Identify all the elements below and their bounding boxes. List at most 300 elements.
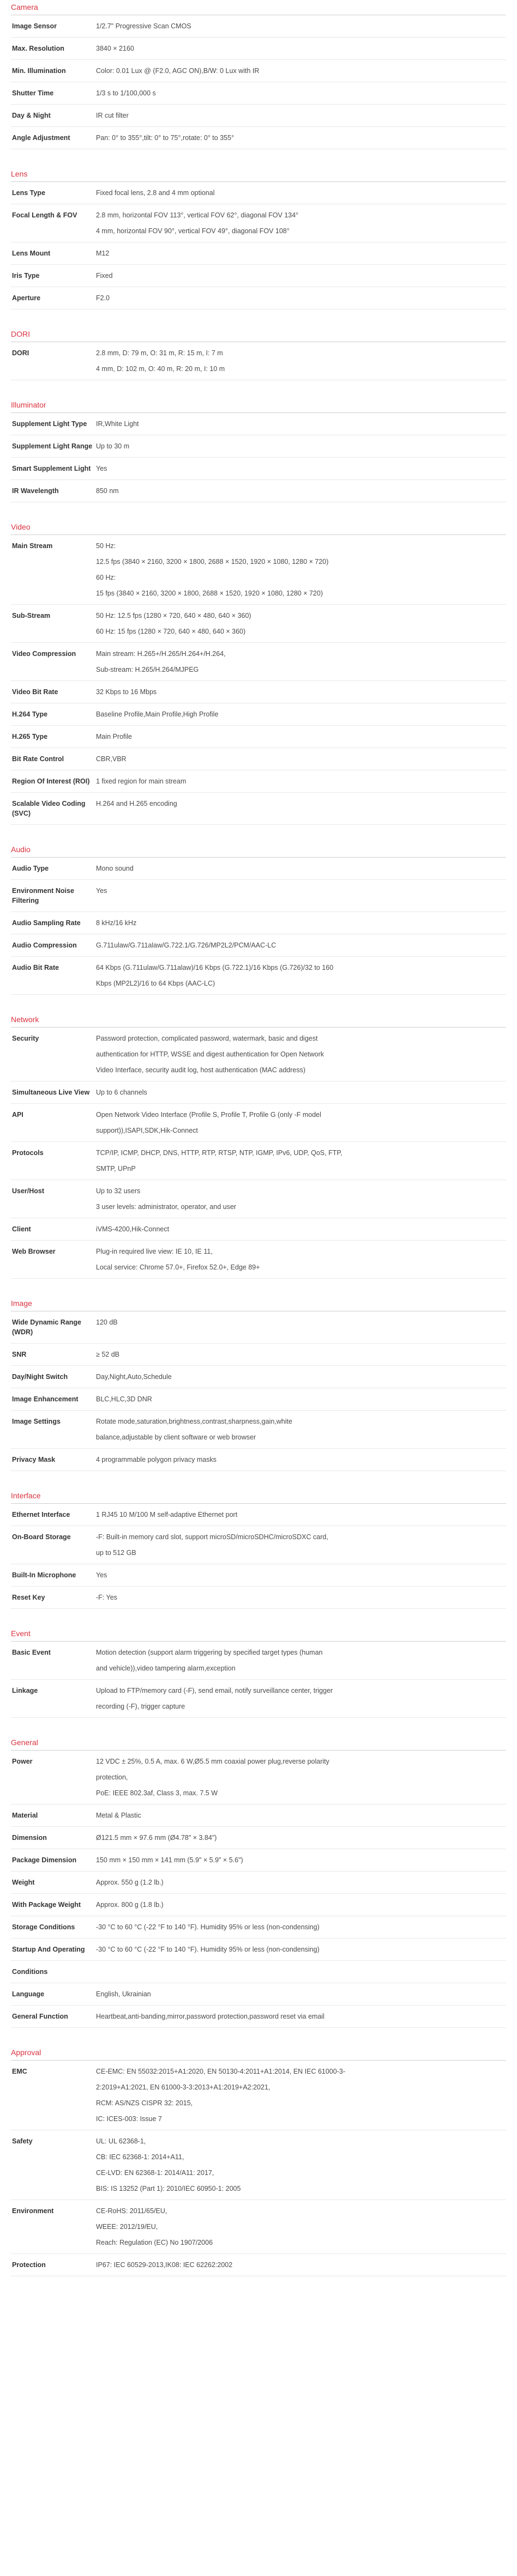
spec-value: Fixed focal lens, 2.8 and 4 mm optional xyxy=(96,189,215,197)
spec-value: 3 user levels: administrator, operator, and user xyxy=(96,1203,237,1211)
spec-label: Smart Supplement Light xyxy=(12,465,91,472)
spec-values xyxy=(96,611,506,636)
section-title: Approval xyxy=(11,2048,41,2057)
spec-label: Iris Type xyxy=(12,272,40,280)
spec-value: Motion detection (support alarm triggering by specified target types (human xyxy=(96,1649,323,1656)
spec-values xyxy=(96,88,506,98)
spec-value: Yes xyxy=(96,465,107,472)
spec-label: Scalable Video Coding (SVC) xyxy=(12,800,86,817)
spec-value: IC: ICES-003: Issue 7 xyxy=(96,2115,162,2123)
spec-row-reset-key xyxy=(11,1587,506,1609)
spec-label: With Package Weight xyxy=(12,1901,81,1909)
section-camera xyxy=(11,1,506,149)
spec-value: RCM: AS/NZS CISPR 32: 2015, xyxy=(96,2099,193,2107)
spec-values xyxy=(96,2136,506,2194)
spec-values xyxy=(96,1372,506,1382)
spec-values xyxy=(96,1967,506,1977)
spec-value: Sub-stream: H.265/H.264/MJPEG xyxy=(96,666,199,673)
spec-label: Privacy Mask xyxy=(12,1456,56,1463)
spec-values xyxy=(96,940,506,950)
spec-row-h-265-type xyxy=(11,726,506,748)
spec-label: Max. Resolution xyxy=(12,45,64,52)
spec-value: 1 RJ45 10 M/100 M self-adaptive Ethernet port xyxy=(96,1511,238,1518)
section-title: General xyxy=(11,1738,38,1747)
spec-values xyxy=(96,1648,506,1673)
section-title: Interface xyxy=(11,1491,41,1500)
spec-value: CB: IEC 62368-1: 2014+A11, xyxy=(96,2153,184,2161)
spec-value: CE-RoHS: 2011/65/EU, xyxy=(96,2207,167,2215)
spec-values xyxy=(96,1922,506,1932)
section-title: Image xyxy=(11,1299,32,1308)
spec-label: Video Bit Rate xyxy=(12,688,58,696)
spec-row-iris-type xyxy=(11,265,506,287)
spec-label: Region Of Interest (ROI) xyxy=(12,777,90,785)
spec-value: Password protection, complicated password, watermark, basic and digest xyxy=(96,1035,318,1042)
spec-values xyxy=(96,1224,506,1234)
spec-row-weight xyxy=(11,1872,506,1894)
spec-value: Metal & Plastic xyxy=(96,1812,141,1819)
spec-value: 12 VDC ± 25%, 0.5 A, max. 6 W,Ø5.5 mm coaxial power plug,reverse polarity xyxy=(96,1758,329,1765)
spec-row-web-browser xyxy=(11,1241,506,1279)
spec-value: CE-EMC: EN 55032:2015+A1:2020, EN 50130-4:2011+A1:2014, EN IEC 61000-3- xyxy=(96,2068,346,2075)
spec-label: Bit Rate Control xyxy=(12,755,64,763)
spec-row-supplement-light-range xyxy=(11,435,506,458)
spec-value: 64 Kbps (G.711ulaw/G.711alaw)/16 Kbps (G.722.1)/16 Kbps (G.726)/32 to 160 xyxy=(96,964,334,971)
spec-label: Supplement Light Range xyxy=(12,442,93,450)
spec-values xyxy=(96,464,506,473)
spec-row-dimension xyxy=(11,1827,506,1849)
spec-row-image-settings xyxy=(11,1411,506,1449)
spec-values xyxy=(96,1148,506,1174)
spec-row-power xyxy=(11,1751,506,1805)
spec-value xyxy=(96,1967,408,1977)
spec-value: 50 Hz: xyxy=(96,542,116,550)
spec-row-linkage xyxy=(11,1680,506,1718)
spec-values xyxy=(96,188,506,198)
spec-label: Material xyxy=(12,1812,38,1819)
spec-values xyxy=(96,1417,506,1442)
spec-values xyxy=(96,1317,506,1337)
spec-value: 150 mm × 150 mm × 141 mm (5.9" × 5.9" × 5.6") xyxy=(96,1856,243,1864)
spec-row-day-night xyxy=(11,105,506,127)
spec-row-privacy-mask xyxy=(11,1449,506,1471)
spec-label: IR Wavelength xyxy=(12,487,59,495)
spec-row-emc xyxy=(11,2061,506,2130)
section-audio xyxy=(11,843,506,995)
spec-row-supplement-light-type xyxy=(11,413,506,435)
spec-label: SNR xyxy=(12,1351,27,1358)
spec-row-storage-conditions xyxy=(11,1916,506,1939)
spec-label: Angle Adjustment xyxy=(12,134,70,142)
spec-label: Startup And Operating xyxy=(12,1946,85,1953)
spec-value: 2.8 mm, D: 79 m, O: 31 m, R: 15 m, I: 7 m xyxy=(96,349,223,357)
spec-row-general-function xyxy=(11,2006,506,2028)
spec-values xyxy=(96,1686,506,1711)
spec-row-language xyxy=(11,1983,506,2006)
spec-row-audio-sampling-rate xyxy=(11,912,506,934)
spec-values xyxy=(96,1989,506,1999)
spec-row-region-of-interest-roi xyxy=(11,770,506,793)
spec-label: Day/Night Switch xyxy=(12,1373,68,1381)
spec-row-built-in-microphone xyxy=(11,1564,506,1587)
spec-row-lens-mount xyxy=(11,242,506,265)
spec-values xyxy=(96,799,506,818)
spec-values xyxy=(96,419,506,429)
spec-row-client xyxy=(11,1218,506,1241)
spec-values xyxy=(96,1833,506,1843)
spec-value: iVMS-4200,Hik-Connect xyxy=(96,1225,170,1233)
spec-label: EMC xyxy=(12,2068,27,2075)
spec-value: 60 Hz: 15 fps (1280 × 720, 640 × 480, 640 × 360) xyxy=(96,628,246,635)
section-event xyxy=(11,1627,506,1718)
spec-label: H.264 Type xyxy=(12,710,48,718)
spec-label: DORI xyxy=(12,349,29,357)
spec-values xyxy=(96,2012,506,2021)
spec-label: Built-In Microphone xyxy=(12,1571,76,1579)
spec-label: Image Enhancement xyxy=(12,1395,79,1403)
spec-sheet xyxy=(0,1,517,2276)
spec-values xyxy=(96,1247,506,1272)
spec-value: SMTP, UPnP xyxy=(96,1165,136,1172)
spec-row-audio-bit-rate xyxy=(11,957,506,995)
spec-values xyxy=(96,111,506,120)
spec-values xyxy=(96,864,506,873)
spec-value: Main Profile xyxy=(96,733,132,740)
spec-label: Min. Illumination xyxy=(12,67,66,75)
spec-value: Pan: 0° to 355°,tilt: 0° to 75°,rotate: 0° to 355° xyxy=(96,134,235,142)
spec-label: H.265 Type xyxy=(12,733,48,740)
spec-value: Yes xyxy=(96,1571,107,1579)
spec-row-smart-supplement-light xyxy=(11,458,506,480)
spec-label: Linkage xyxy=(12,1687,38,1694)
spec-values xyxy=(96,248,506,258)
spec-label: Image Settings xyxy=(12,1418,61,1425)
spec-value: F2.0 xyxy=(96,294,110,302)
spec-row-wide-dynamic-range-wdr xyxy=(11,1311,506,1344)
section-interface xyxy=(11,1490,506,1609)
spec-values xyxy=(96,1855,506,1865)
spec-value: -F: Yes xyxy=(96,1594,117,1601)
spec-value: 12.5 fps (3840 × 2160, 3200 × 1800, 2688 × 1520, 1920 × 1080, 1280 × 720) xyxy=(96,558,329,566)
spec-value: and vehicle)),video tampering alarm,exception xyxy=(96,1664,236,1672)
spec-label: Lens Type xyxy=(12,189,45,197)
spec-row-video-bit-rate xyxy=(11,681,506,703)
spec-values xyxy=(96,1110,506,1135)
spec-value: 1/3 s to 1/100,000 s xyxy=(96,89,156,97)
spec-label: Ethernet Interface xyxy=(12,1511,70,1518)
spec-label: Focal Length & FOV xyxy=(12,211,77,219)
spec-label: Package Dimension xyxy=(12,1856,77,1864)
spec-row-h-264-type xyxy=(11,703,506,726)
spec-row-basic-event xyxy=(11,1642,506,1680)
spec-row-scalable-video-coding-svc xyxy=(11,793,506,825)
spec-row-image-sensor xyxy=(11,15,506,38)
spec-values xyxy=(96,649,506,675)
spec-values xyxy=(96,687,506,697)
spec-row-main-stream xyxy=(11,535,506,605)
spec-value: Approx. 550 g (1.2 lb.) xyxy=(96,1879,164,1886)
spec-value: Color: 0.01 Lux @ (F2.0, AGC ON),B/W: 0 Lux with IR xyxy=(96,67,260,75)
spec-value: Approx. 800 g (1.8 lb.) xyxy=(96,1901,164,1909)
spec-values xyxy=(96,1811,506,1820)
spec-value: support)),ISAPI,SDK,Hik-Connect xyxy=(96,1127,198,1134)
spec-row-video-compression xyxy=(11,643,506,681)
spec-values xyxy=(96,2206,506,2247)
spec-value: Open Network Video Interface (Profile S, Profile T, Profile G (only -F model xyxy=(96,1111,321,1119)
spec-value: BLC,HLC,3D DNR xyxy=(96,1395,152,1403)
spec-row-max-resolution xyxy=(11,38,506,60)
spec-value: protection, xyxy=(96,1773,128,1781)
spec-row-lens-type xyxy=(11,182,506,204)
spec-label: Aperture xyxy=(12,294,41,302)
spec-value: Kbps (MP2L2)/16 to 64 Kbps (AAC-LC) xyxy=(96,980,215,987)
spec-row-audio-compression xyxy=(11,934,506,957)
spec-row-min-illumination xyxy=(11,60,506,82)
spec-label: Video Compression xyxy=(12,650,76,658)
spec-label: Storage Conditions xyxy=(12,1923,75,1931)
spec-value: 60 Hz: xyxy=(96,574,116,581)
spec-label: Security xyxy=(12,1035,39,1042)
spec-row-environment-noise-filtering xyxy=(11,880,506,912)
section-title: Lens xyxy=(11,169,28,178)
section-title: Audio xyxy=(11,845,31,854)
spec-value: 850 nm xyxy=(96,487,119,495)
spec-values xyxy=(96,210,506,236)
spec-row-bit-rate-control xyxy=(11,748,506,770)
section-title: Illuminator xyxy=(11,400,46,409)
spec-label: Power xyxy=(12,1758,33,1765)
spec-values xyxy=(96,1394,506,1404)
spec-row-aperture xyxy=(11,287,506,309)
spec-label: Conditions xyxy=(12,1968,48,1976)
spec-values xyxy=(96,293,506,303)
spec-values xyxy=(96,963,506,988)
spec-label: Audio Type xyxy=(12,865,49,872)
spec-values xyxy=(96,709,506,719)
spec-label: General Function xyxy=(12,2013,68,2020)
spec-label: On-Board Storage xyxy=(12,1533,71,1541)
spec-label: Safety xyxy=(12,2137,33,2145)
spec-label: Audio Compression xyxy=(12,941,77,949)
spec-values xyxy=(96,1945,506,1954)
spec-label: Audio Sampling Rate xyxy=(12,919,81,927)
spec-row-material xyxy=(11,1805,506,1827)
spec-row-with-package-weight xyxy=(11,1894,506,1916)
spec-values xyxy=(96,1087,506,1097)
spec-values xyxy=(96,541,506,598)
spec-value: 4 mm, horizontal FOV 90°, vertical FOV 49°, diagonal FOV 108° xyxy=(96,227,290,235)
spec-label: Simultaneous Live View xyxy=(12,1089,90,1096)
spec-value: CBR,VBR xyxy=(96,755,127,763)
spec-value: 4 mm, D: 102 m, O: 40 m, R: 20 m, I: 10 m xyxy=(96,365,225,373)
spec-label: Language xyxy=(12,1990,45,1998)
spec-value: recording (-F), trigger capture xyxy=(96,1703,185,1710)
spec-label: Supplement Light Type xyxy=(12,420,87,428)
spec-row-image-enhancement xyxy=(11,1388,506,1411)
spec-values xyxy=(96,2067,506,2124)
spec-values xyxy=(96,66,506,76)
spec-value: Local service: Chrome 57.0+, Firefox 52.0+, Edge 89+ xyxy=(96,1263,260,1271)
spec-value: 120 dB xyxy=(96,1319,118,1326)
spec-row-package-dimension xyxy=(11,1849,506,1872)
spec-value: 1/2.7" Progressive Scan CMOS xyxy=(96,22,191,30)
spec-values xyxy=(96,1900,506,1910)
spec-label: Client xyxy=(12,1225,31,1233)
spec-label: Audio Bit Rate xyxy=(12,964,59,971)
spec-values xyxy=(96,1186,506,1212)
spec-values xyxy=(96,1510,506,1520)
spec-value: -30 °C to 60 °C (-22 °F to 140 °F). Humidity 95% or less (non-condensing) xyxy=(96,1923,320,1931)
spec-value: WEEE: 2012/19/EU, xyxy=(96,2223,158,2231)
spec-values xyxy=(96,1034,506,1075)
spec-value: Plug-in required live view: IE 10, IE 11, xyxy=(96,1248,213,1255)
section-general xyxy=(11,1736,506,2028)
spec-row-simultaneous-live-view xyxy=(11,1082,506,1104)
spec-value: IR cut filter xyxy=(96,112,129,119)
spec-value: Up to 30 m xyxy=(96,442,130,450)
spec-label: Reset Key xyxy=(12,1594,45,1601)
section-approval xyxy=(11,2046,506,2276)
spec-value: Day,Night,Auto,Schedule xyxy=(96,1373,172,1381)
spec-label: Main Stream xyxy=(12,542,53,550)
spec-values xyxy=(96,1532,506,1558)
spec-label: Basic Event xyxy=(12,1649,51,1656)
section-title: DORI xyxy=(11,330,30,338)
spec-values xyxy=(96,732,506,742)
spec-values xyxy=(96,271,506,281)
spec-values xyxy=(96,1878,506,1887)
spec-row-environment xyxy=(11,2200,506,2254)
spec-row-safety xyxy=(11,2130,506,2200)
spec-row-on-board-storage xyxy=(11,1526,506,1564)
spec-value: 32 Kbps to 16 Mbps xyxy=(96,688,157,696)
spec-value: up to 512 GB xyxy=(96,1549,136,1557)
spec-value: Ø121.5 mm × 97.6 mm (Ø4.78" × 3.84") xyxy=(96,1834,217,1842)
spec-values xyxy=(96,754,506,764)
spec-values xyxy=(96,441,506,451)
spec-values xyxy=(96,21,506,31)
spec-value: Up to 6 channels xyxy=(96,1089,147,1096)
spec-value: -30 °C to 60 °C (-22 °F to 140 °F). Humidity 95% or less (non-condensing) xyxy=(96,1946,320,1953)
spec-label: Weight xyxy=(12,1879,35,1886)
spec-value: 8 kHz/16 kHz xyxy=(96,919,137,927)
spec-value: Upload to FTP/memory card (-F), send email, notify surveillance center, trigger xyxy=(96,1687,333,1694)
spec-value: BIS: IS 13252 (Part 1): 2010/IEC 60950-1: 2005 xyxy=(96,2185,241,2192)
spec-label: Environment xyxy=(12,2207,54,2215)
spec-value: IP67: IEC 60529-2013,IK08: IEC 62262:2002 xyxy=(96,2261,233,2269)
section-network xyxy=(11,1013,506,1279)
spec-values xyxy=(96,1757,506,1798)
spec-value: TCP/IP, ICMP, DHCP, DNS, HTTP, RTP, RTSP, NTP, IGMP, IPv6, UDP, QoS, FTP, xyxy=(96,1149,342,1157)
spec-values xyxy=(96,348,506,374)
spec-label: Day & Night xyxy=(12,112,51,119)
section-title: Network xyxy=(11,1015,39,1024)
spec-row-protocols xyxy=(11,1142,506,1180)
spec-value: H.264 and H.265 encoding xyxy=(96,800,177,807)
spec-label: Lens Mount xyxy=(12,250,51,257)
spec-label: Sub-Stream xyxy=(12,612,51,619)
section-title: Camera xyxy=(11,3,38,11)
spec-value: English, Ukrainian xyxy=(96,1990,151,1998)
spec-row-day-night-switch xyxy=(11,1366,506,1388)
spec-row-api xyxy=(11,1104,506,1142)
section-dori xyxy=(11,328,506,380)
spec-value: 2:2019+A1:2021, EN 61000-3-3:2013+A1:2019+A2:2021, xyxy=(96,2083,270,2091)
spec-label: User/Host xyxy=(12,1187,45,1195)
spec-label: Wide Dynamic Range (WDR) xyxy=(12,1319,82,1336)
spec-row-startup-and-operating xyxy=(11,1939,506,1961)
spec-row-security xyxy=(11,1028,506,1082)
spec-row-protection xyxy=(11,2254,506,2276)
spec-value: 4 programmable polygon privacy masks xyxy=(96,1456,217,1463)
spec-value: PoE: IEEE 802.3af, Class 3, max. 7.5 W xyxy=(96,1789,218,1797)
spec-value: ≥ 52 dB xyxy=(96,1351,119,1358)
spec-label: Shutter Time xyxy=(12,89,54,97)
spec-value: Up to 32 users xyxy=(96,1187,141,1195)
spec-value: Reach: Regulation (EC) No 1907/2006 xyxy=(96,2239,213,2246)
spec-row-shutter-time xyxy=(11,82,506,105)
section-title: Video xyxy=(11,523,31,531)
spec-value: Heartbeat,anti-banding,mirror,password protection,password reset via email xyxy=(96,2013,324,2020)
spec-values xyxy=(96,486,506,496)
spec-value: 3840 × 2160 xyxy=(96,45,134,52)
section-video xyxy=(11,521,506,825)
spec-row-user-host xyxy=(11,1180,506,1218)
spec-value: 1 fixed region for main stream xyxy=(96,777,187,785)
section-image xyxy=(11,1297,506,1471)
spec-value: Rotate mode,saturation,brightness,contrast,sharpness,gain,white xyxy=(96,1418,292,1425)
spec-values xyxy=(96,1593,506,1602)
spec-value: IR,White Light xyxy=(96,420,139,428)
spec-value: -F: Built-in memory card slot, support microSD/microSDHC/microSDXC card, xyxy=(96,1533,328,1541)
spec-value: G.711ulaw/G.711alaw/G.722.1/G.726/MP2L2/PCM/AAC-LC xyxy=(96,941,276,949)
spec-value: Main stream: H.265+/H.265/H.264+/H.264, xyxy=(96,650,226,658)
spec-value: CE-LVD: EN 62368-1: 2014/A11: 2017, xyxy=(96,2169,214,2177)
section-title: Event xyxy=(11,1629,31,1638)
spec-values xyxy=(96,776,506,786)
spec-values xyxy=(96,1570,506,1580)
spec-value: authentication for HTTP, WSSE and digest authentication for Open Network xyxy=(96,1050,324,1058)
spec-value: 2.8 mm, horizontal FOV 113°, vertical FOV 62°, diagonal FOV 134° xyxy=(96,211,299,219)
spec-row-sub-stream xyxy=(11,605,506,643)
spec-value: 15 fps (3840 × 2160, 3200 × 1800, 2688 × 1520, 1920 × 1080, 1280 × 720) xyxy=(96,590,323,597)
spec-values xyxy=(96,918,506,928)
spec-values xyxy=(96,1455,506,1465)
section-illuminator xyxy=(11,399,506,502)
spec-label: Protection xyxy=(12,2261,46,2269)
spec-value: Video Interface, security audit log, host authentication (MAC address) xyxy=(96,1066,306,1074)
section-lens xyxy=(11,168,506,309)
spec-row-angle-adjustment xyxy=(11,127,506,149)
spec-value: Fixed xyxy=(96,272,113,280)
spec-label: API xyxy=(12,1111,23,1119)
spec-row-focal-length-fov xyxy=(11,204,506,242)
spec-value: 50 Hz: 12.5 fps (1280 × 720, 640 × 480, 640 × 360) xyxy=(96,612,251,619)
spec-row-dori xyxy=(11,342,506,380)
spec-row-snr xyxy=(11,1344,506,1366)
spec-value: UL: UL 62368-1, xyxy=(96,2137,146,2145)
spec-row-ethernet-interface xyxy=(11,1504,506,1526)
spec-value: Yes xyxy=(96,887,107,895)
spec-row-ir-wavelength xyxy=(11,480,506,502)
spec-value: balance,adjustable by client software or web browser xyxy=(96,1433,256,1441)
spec-values xyxy=(96,44,506,53)
spec-label: Image Sensor xyxy=(12,22,57,30)
spec-row-audio-type xyxy=(11,858,506,880)
spec-label: Environment Noise Filtering xyxy=(12,887,74,904)
spec-value: M12 xyxy=(96,250,110,257)
spec-value: Baseline Profile,Main Profile,High Profile xyxy=(96,710,219,718)
